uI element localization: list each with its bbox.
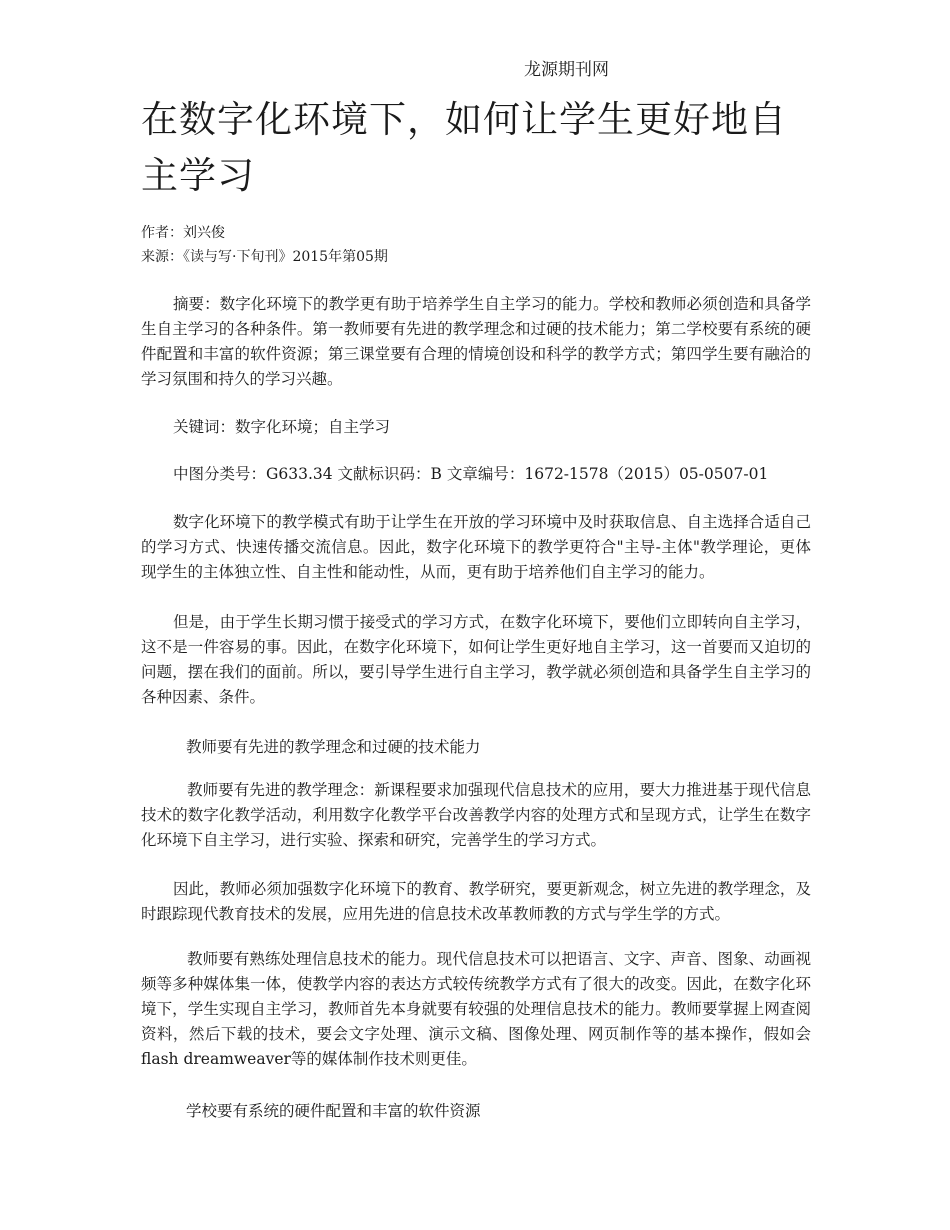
classification-line: 中图分类号：G633.34 文献标识码：B 文章编号：1672-1578（2015）05-0507-01 xyxy=(173,465,769,483)
author-line: 作者：刘兴俊 xyxy=(141,225,225,241)
section-heading: 教师要有先进的教学理念和过硬的技术能力 xyxy=(186,738,481,756)
body-paragraph: 教师要有先进的教学理念：新课程要求加强现代信息技术的应用，要大力推进基于现代信息技术的数字化教学活动，利用数字化教学平台改善教学内容的处理方式和呈现方式，让学生在数字化环境下自主学习，进行实验、探索和研究，完善学生的学习方式。 xyxy=(141,781,811,849)
body-paragraph: 教师要有熟练处理信息技术的能力。现代信息技术可以把语言、文字、声音、图象、动画视频等多种媒体集一体，使教学内容的表达方式较传统教学方式有了很大的改变。因此，在数字化环境下，学生实现自主学习，教师首先本身就要有较强的处理信息技术的能力。教师要掌握上网查阅资料，然后下载的技术，要会文字处理、演示文稿、图像处理、网页制作等的基本操作，假如会flash dreamweaver等的媒体制作技术则更佳。 xyxy=(141,950,811,1068)
journal-watermark: 龙源期刊网 xyxy=(524,60,609,80)
body-paragraph: 数字化环境下的教学模式有助于让学生在开放的学习环境中及时获取信息、自主选择合适自己的学习方式、快速传播交流信息。因此，数字化环境下的教学更符合"主导-主体"教学理论，更体现学生的主体独立性、自主性和能动性，从而，更有助于培养他们自主学习的能力。 xyxy=(141,513,811,581)
source-line: 来源：《读与写·下旬刊》2015年第05期 xyxy=(141,249,388,265)
keywords-line: 关键词：数字化环境；自主学习 xyxy=(173,418,391,436)
body-paragraph: 因此，教师必须加强数字化环境下的教育、教学研究，要更新观念，树立先进的教学理念，及时跟踪现代教育技术的发展，应用先进的信息技术改革教师教的方式与学生学的方式。 xyxy=(141,880,811,923)
abstract-paragraph: 摘要：数字化环境下的教学更有助于培养学生自主学习的能力。学校和教师必须创造和具备学生自主学习的各种条件。第一教师要有先进的教学理念和过硬的技术能力；第二学校要有系统的硬件配置和丰富的软件资源；第三课堂要有合理的情境创设和科学的教学方式；第四学生要有融洽的学习氛围和持久的学习兴趣。 xyxy=(141,295,811,388)
section-heading: 学校要有系统的硬件配置和丰富的软件资源 xyxy=(186,1102,481,1120)
body-paragraph: 但是，由于学生长期习惯于接受式的学习方式，在数字化环境下，要他们立即转向自主学习，这不是一件容易的事。因此，在数字化环境下，如何让学生更好地自主学习，这一首要而又迫切的问题，摆在我们的面前。所以，要引导学生进行自主学习，教学就必须创造和具备学生自主学习的各种因素、条件。 xyxy=(141,613,811,706)
article-title: 在数字化环境下，如何让学生更好地自主学习 xyxy=(141,98,787,197)
